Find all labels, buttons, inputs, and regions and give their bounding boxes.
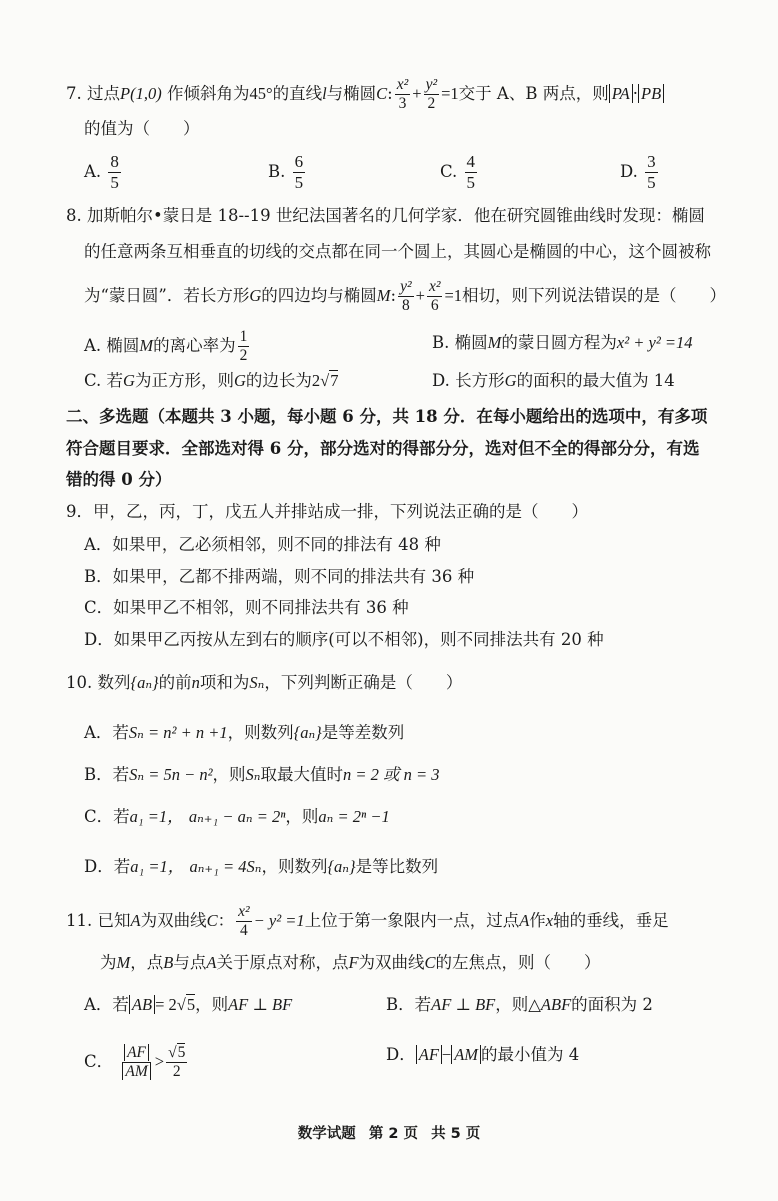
q8-option-d[interactable]: D. 长方形G的面积的最大值为 14 [432,371,675,390]
q9-option-b[interactable]: B．如果甲，乙都不排两端，则不同的排法共有 36 种 [84,567,475,586]
footer-total: 共 5 页 [431,1126,481,1142]
q7-stem: 7. 过点P(1,0) 作倾斜角为45°的直线l与椭圆C: $\frac{\text{x²}}{3}$ + $\frac{\text{y²}}{2}$ =1交于 A、B 两点，则 PA · PB [66,76,664,113]
q7-option-b[interactable]: B. $\frac{6}{5}$ [268,152,304,192]
q10-option-d[interactable]: D．若a₁ =1， aₙ₊₁ = 4Sₙ，则数列{aₙ}是等比数列 [84,857,439,876]
q8-option-a[interactable]: A. 椭圆M的离心率为 $\frac{1}{2}$ [84,328,248,364]
q11-option-a[interactable]: A．若 AB = 2√5，则AF ⊥ BF [84,995,293,1014]
section2-line2: 符合题目要求．全部选对得 6 分，部分选对的得部分分，选对但不全的得部分分，有选 [66,439,700,458]
q9-option-d[interactable]: D．如果甲乙丙按从左到右的顺序(可以不相邻)，则不同排法共有 20 种 [84,630,604,649]
q7-option-d[interactable]: D. $\frac{3}{5}$ [620,152,656,192]
q10-option-a[interactable]: A．若Sₙ = n² + n +1，则数列{aₙ}是等差数列 [84,723,405,742]
q7-frac-x: $\frac{\text{x²}}{3}$ [396,76,409,112]
q10-option-c[interactable]: C．若a₁ =1， aₙ₊₁ − aₙ = 2ⁿ，则aₙ = 2ⁿ −1 [84,807,390,826]
q7-option-a[interactable]: A. $\frac{8}{5}$ [84,152,119,192]
q11-option-b[interactable]: B．若AF ⊥ BF，则△ABF的面积为 2 [386,995,653,1014]
page-footer [0,1122,778,1143]
q9-option-c[interactable]: C．如果甲乙不相邻，则不同排法共有 36 种 [84,598,409,617]
q7-frac-y: $\frac{\text{y²}}{2}$ [425,76,438,112]
q10-option-b[interactable]: B．若Sₙ = 5n − n²，则Sₙ取最大值时n = 2 或 n = 3 [84,765,440,784]
q11-option-c[interactable]: C． $\frac{AF}{AM}$ > $\frac{√5}{2}$ [84,1044,186,1080]
q8-line3: 为“蒙日圆”．若长方形G的四边均与椭圆M: $\frac{\text{y²}}{8}$ + $\frac{\text{x²}}{6}$ =1相切，则下列说法错误的是（ ） [84,278,727,314]
q7-tail: 的值为（ ） [84,119,200,138]
q8-line1: 8. 加斯帕尔•蒙日是 18--19 世纪法国著名的几何学家．他在研究圆锥曲线时发现：椭圆 [66,206,705,225]
section2-line3: 错的得 0 分） [66,470,172,489]
q11-stem-line2: 为M，点B与点A关于原点对称，点F为双曲线C的左焦点，则（ ） [100,953,601,972]
q9-option-a[interactable]: A．如果甲，乙必须相邻，则不同的排法有 48 种 [84,535,441,554]
footer-subject: 数学试题 [297,1126,356,1142]
q10-stem: 10. 数列{aₙ}的前n项和为Sₙ，下列判断正确是（ ） [66,673,463,692]
q8-option-b[interactable]: B. 椭圆M的蒙日圆方程为x² + y² =14 [432,333,693,352]
q11-stem-line1: 11. 已知A为双曲线C： $\frac{\text{x²}}{4}$ − y² =1上位于第一象限内一点，过点A作x轴的垂线，垂足 [66,903,669,939]
q8-option-c[interactable]: C. 若G为正方形，则G的边长为2√7 [84,371,339,390]
q9-stem: 9．甲，乙，丙，丁，戊五人并排站成一排，下列说法正确的是（ ） [66,502,588,521]
footer-page: 第 2 页 [368,1126,418,1142]
section2-line1: 二、多选题（本题共 3 小题，每小题 6 分，共 18 分．在每小题给出的选项中，有多项 [66,407,708,426]
q7-option-c[interactable]: C. $\frac{4}{5}$ [440,152,476,192]
q11-option-d[interactable]: D． AF − AM 的最小值为 4 [386,1045,580,1064]
q8-line2: 的任意两条互相垂直的切线的交点都在同一个圆上，其圆心是椭圆的中心，这个圆被称 [84,242,711,261]
q7-number: 7. [66,84,82,103]
